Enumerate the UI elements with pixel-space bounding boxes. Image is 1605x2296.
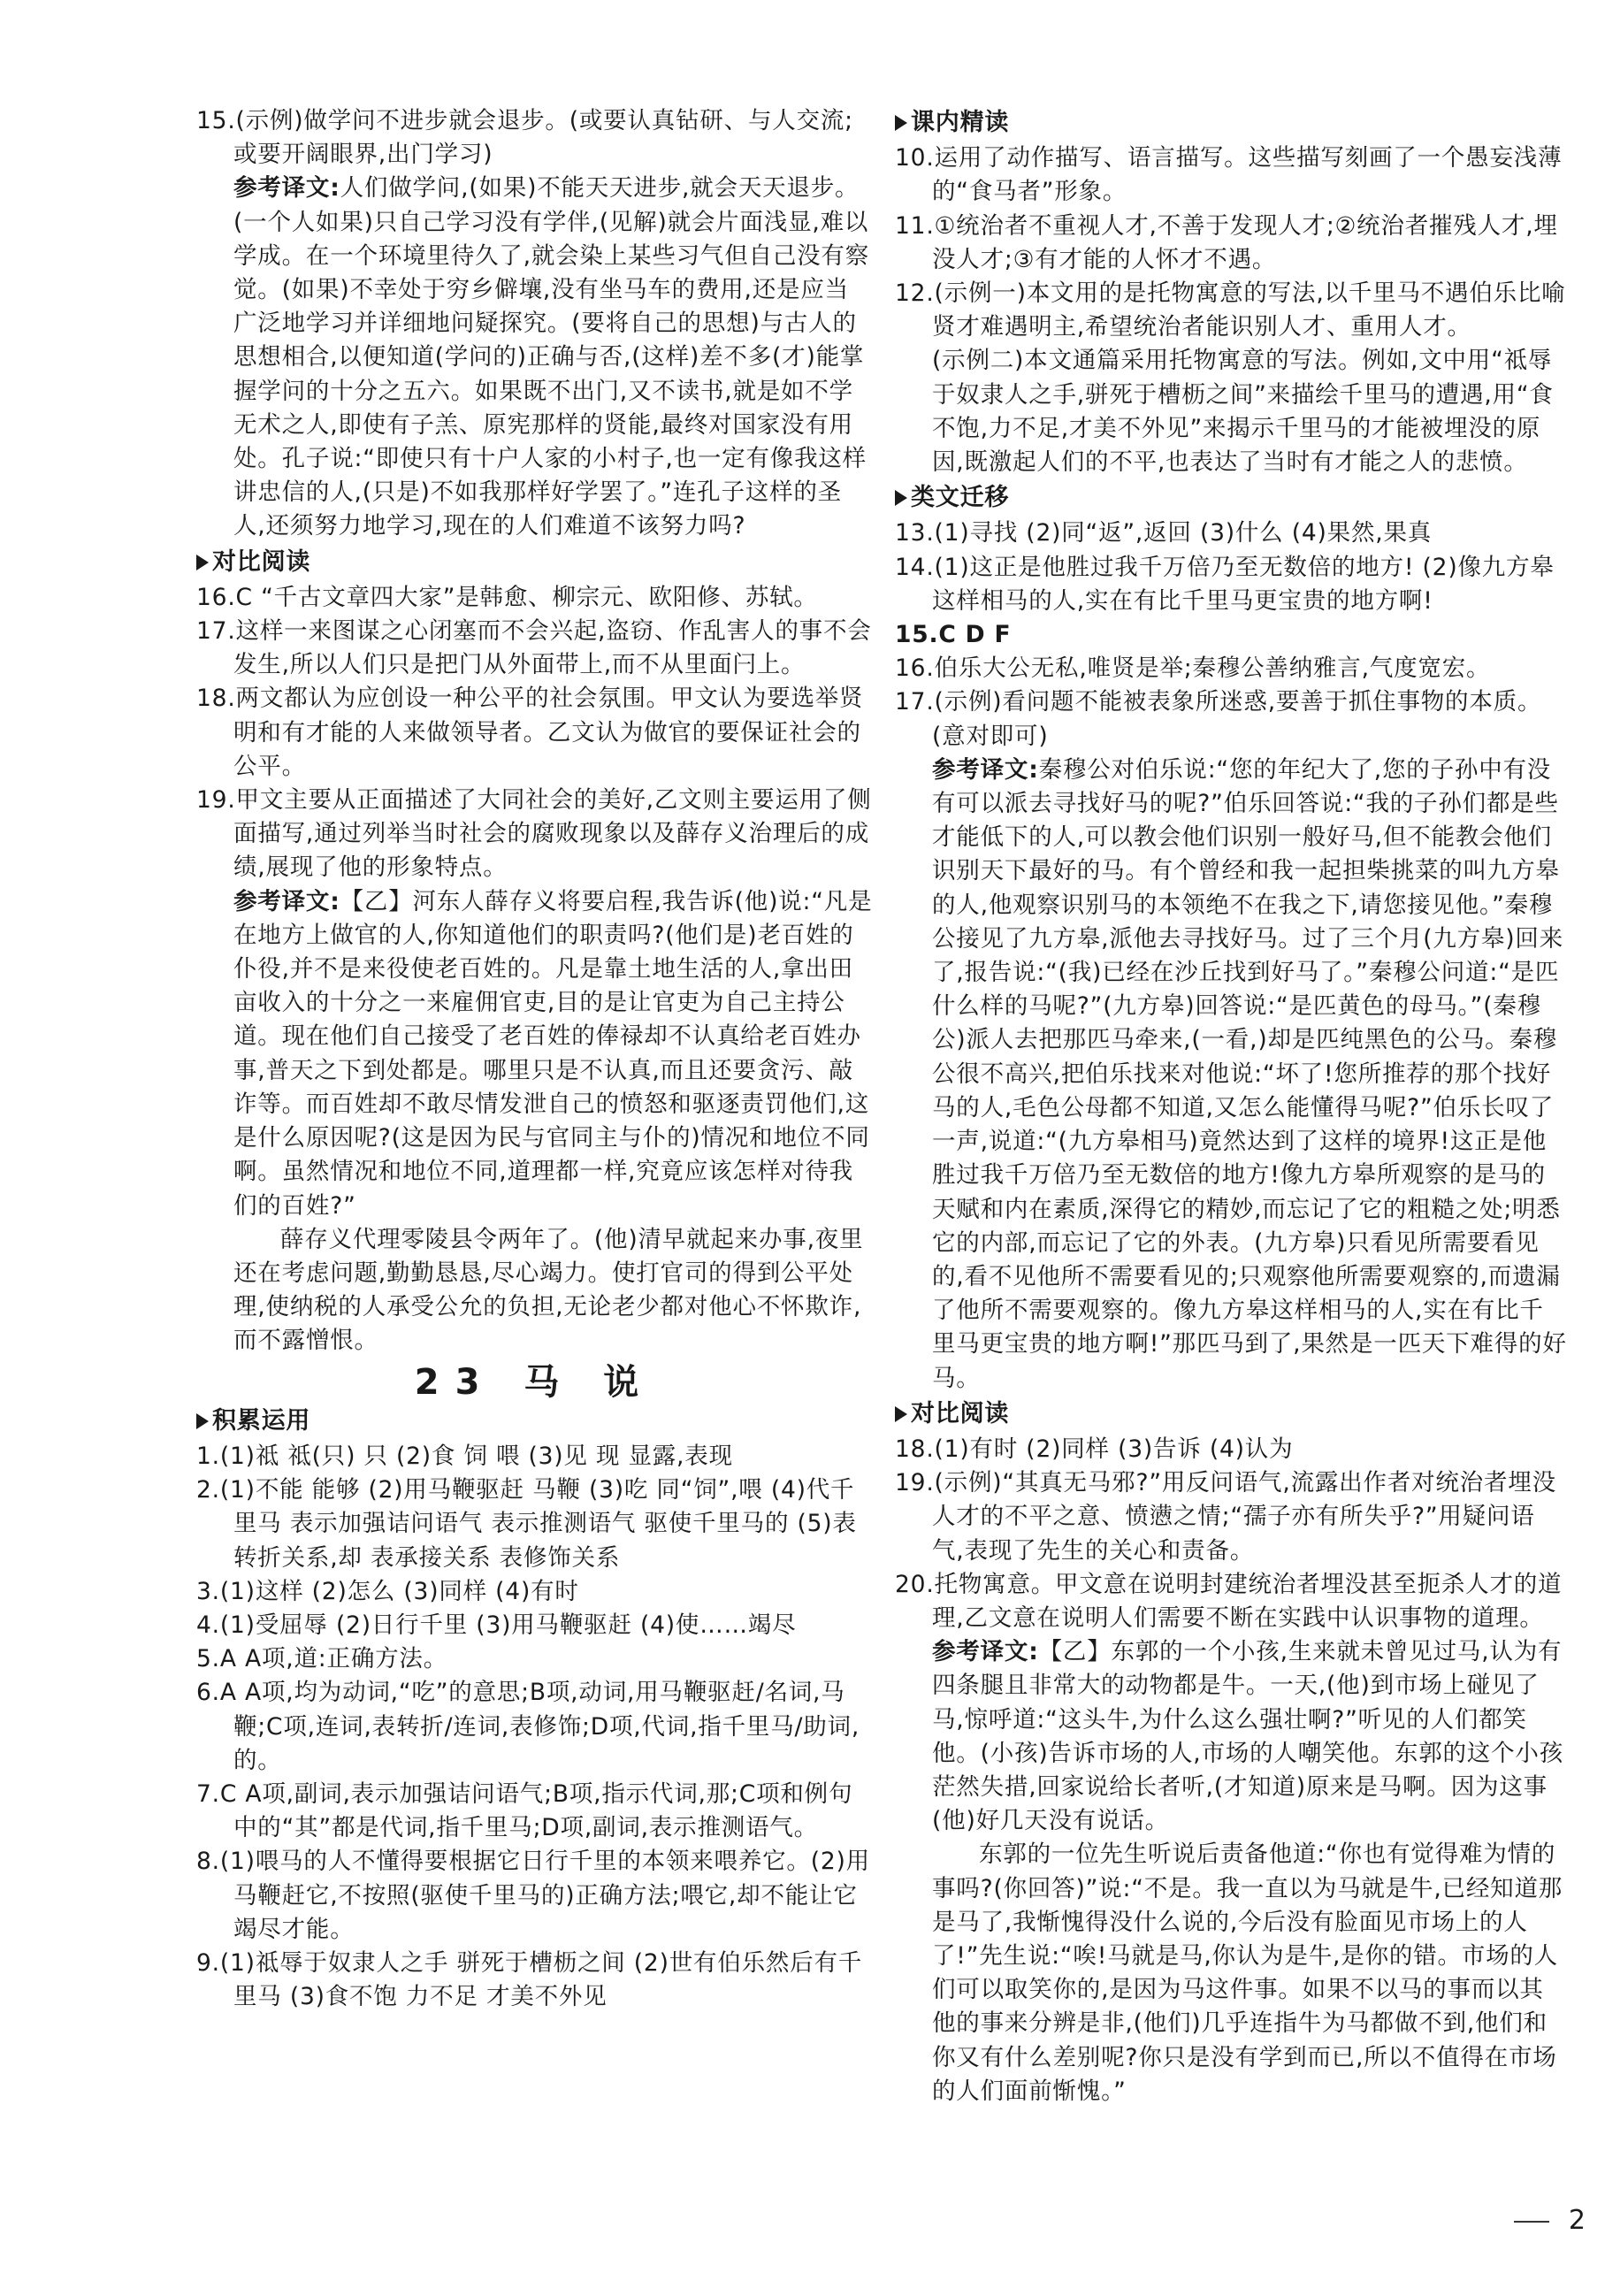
page-number-text: 2 [1568, 2205, 1586, 2236]
translation-label: 参考译文: [233, 174, 340, 203]
section-heading-text: 对比阅读 [911, 1399, 1010, 1427]
translation-label: 参考译文: [932, 755, 1039, 784]
section-heading-text: 积累运用 [212, 1406, 311, 1435]
translation-20-para2: 东郭的一位先生听说后责备他道:“你也有觉得难为情的事吗?(你回答)”说:“不是。我一直以为马就是牛,已经知道那是马了,我惭愧得没什么说的,今后没有脸面见市场上的人了!”先生说:“唉!马就是马,你认为是牛,是你的错。市场的人们可以取笑你的,是因为马这件事。如果不以马的事而以其他的事来分辨是非,(他们)几乎连指牛为马都做不到,他们和你又有什么差别呢?你只是没有学到而已,所以不值得在市场的人们面前惭愧。” [932, 1841, 1563, 2105]
section-heading-kenei [895, 106, 1567, 140]
answer-17: 17.这样一来图谋之心闭塞而不会兴起,盗窃、作乱害人的事不会发生,所以人们只是把门从外面带上,而不从里面闩上。 [196, 617, 872, 679]
section-marker-icon [895, 1406, 907, 1422]
translation-17 [895, 754, 1567, 1396]
left-column [196, 104, 873, 2014]
answer-6: 6.A A项,均为动词,“吃”的意思;B项,动词,用马鞭驱赶/名词,马鞭;C项,连词,表转折/连词,表修饰;D项,代词,指千里马/助词,的。 [196, 1679, 860, 1774]
answer-17: 17.(示例)看问题不能被表象所迷惑,要善于抓住事物的本质。(意对即可) [895, 688, 1542, 750]
page-number [1514, 2205, 1586, 2236]
section-marker-icon [895, 115, 907, 131]
section-heading-leiwen [895, 481, 1567, 515]
answer-5: 5.A A项,道:正确方法。 [196, 1645, 448, 1673]
answer-15: 15.C D F [895, 621, 1012, 649]
section-heading-text: 对比阅读 [212, 547, 311, 576]
answer-16: 16.C “千古文章四大家”是韩愈、柳宗元、欧阳修、苏轼。 [196, 583, 818, 611]
answer-18: 18.(1)有时 (2)同样 (3)告诉 (4)认为 [895, 1435, 1294, 1463]
section-marker-icon [196, 555, 209, 570]
answer-19: 19.甲文主要从正面描述了大同社会的美好,乙文则主要运用了侧面描写,通过列举当时社会的腐败现象以及薛存义治理后的成绩,展现了他的形象特点。 [196, 786, 872, 882]
translation-19-para2: 薛存义代理零陵县令两年了。(他)清早就起来办事,夜里还在考虑问题,勤勤恳恳,尽心竭力。使打官司的得到公平处理,使纳税的人承受公允的负担,无论老少都对他心不怀欺诈,而不露憎恨。 [233, 1225, 864, 1355]
section-heading-text: 课内精读 [911, 109, 1010, 136]
answer-1: 1.(1)祗 祗(只) 只 (2)食 饲 喂 (3)见 现 显露,表现 [196, 1442, 733, 1470]
answer-19: 19.(示例)“其真无马邪?”用反问语气,流露出作者对统治者埋没人才的不平之意、愤懑之情;“孺子亦有所失乎?”用疑问语气,表现了先生的关心和责备。 [895, 1469, 1556, 1565]
lesson-title: 23 马 说 [414, 1361, 655, 1403]
answer-14: 14.(1)这正是他胜过我千万倍乃至无数倍的地方! (2)像九方皋这样相马的人,实在有比千里马更宝贵的地方啊! [895, 553, 1555, 615]
translation-text: 人们做学问,(如果)不能天天进步,就会天天退步。(一个人如果)只自己学习没有学伴,(见解)就会片面浅显,难以学成。在一个环境里待久了,就会染上某些习气但自己没有察觉。(如果)不幸处于穷乡僻壤,没有坐马车的费用,还是应当广泛地学习并详细地问疑探究。(要将自己的思想)与古人的思想相合,以便知道(学问的)正确与否,(这样)差不多(才)能掌握学问的十分之五六。如果既不出门,又不读书,就是如不学无术之人,即使有子羔、原宪那样的贤能,最终对国家没有用处。孔子说:“即使只有十户人家的小村子,也一定有像我这样讲忠信的人,(只是)不如我那样好学罢了。”连孔子这样的圣人,还须努力地学习,现在的人们难道不该努力吗? [233, 174, 870, 540]
answer-8: 8.(1)喂马的人不懂得要根据它日行千里的本领来喂养它。(2)用马鞭赶它,不按照(驱使千里马的)正确方法;喂它,却不能让它竭尽才能。 [196, 1848, 870, 1943]
section-marker-icon [895, 490, 907, 506]
answer-12-example1: 12.(示例一)本文用的是托物寓意的写法,以千里马不遇伯乐比喻贤才难遇明主,希望统治者能识别人才、重用人才。 [895, 279, 1566, 341]
answer-16: 16.伯乐大公无私,唯贤是举;秦穆公善纳雅言,气度宽宏。 [895, 654, 1491, 683]
answer-9: 9.(1)祗辱于奴隶人之手 骈死于槽枥之间 (2)世有伯乐然后有千里马 (3)食不饱 力不足 才美不外见 [196, 1948, 863, 2011]
answer-10: 10.运用了动作描写、语言描写。这些描写刻画了一个愚妄浅薄的“食马者”形象。 [895, 144, 1563, 206]
answer-13: 13.(1)寻找 (2)同“返”,返回 (3)什么 (4)果然,果真 [895, 519, 1433, 547]
right-column [895, 104, 1567, 2108]
translation-label: 参考译文: [233, 887, 340, 915]
translation-text: 【乙】河东人薛存义将要启程,我告诉(他)说:“凡是在地方上做官的人,你知道他们的职责吗?(他们是)老百姓的仆役,并不是来役使老百姓的。凡是靠土地生活的人,拿出田亩收入的十分之一来雇佣官吏,目的是让官吏为自己主持公道。现在他们自己接受了老百姓的俸禄却不认真给老百姓办事,普天之下到处都是。哪里只是不认真,而且还要贪污、敲诈等。而百姓却不敢尽情发泄自己的愤怒和驱逐责罚他们,这是什么原因呢?(这是因为民与官同主与仆的)情况和地位不同啊。虽然情况和地位不同,道理都一样,究竟应该怎样对待我们的百姓?” [233, 887, 873, 1220]
section-heading-jilei [196, 1404, 873, 1438]
answer-11: 11.①统治者不重视人才,不善于发现人才;②统治者摧残人才,埋没人才;③有才能的人怀才不遇。 [895, 211, 1558, 273]
page-number-dash [1514, 2221, 1549, 2223]
translation-text: 秦穆公对伯乐说:“您的年纪大了,您的子孙中有没有可以派去寻找好马的呢?”伯乐回答说:“我的子孙们都是些才能低下的人,可以教会他们识别一般好马,但不能教会他们识别天下最好的马。有个曾经和我一起担柴挑菜的叫九方皋的人,他观察识别马的本领绝不在我之下,请您接见他。”秦穆公接见了九方皋,派他去寻找好马。过了三个月(九方皋)回来了,报告说:“(我)已经在沙丘找到好马了。”秦穆公问道:“是匹什么样的马呢?”(九方皋)回答说:“是匹黄色的母马。”(秦穆公)派人去把那匹马牵来,(一看,)却是匹纯黑色的公马。秦穆公很不高兴,把伯乐找来对他说:“坏了!您所推荐的那个找好马的人,毛色公母都不知道,又怎么能懂得马呢?”伯乐长叹了一声,说道:“(九方皋相马)竟然达到了这样的境界!这正是他胜过我千万倍乃至无数倍的地方!像九方皋所观察的是马的天赋和内在素质,深得它的精妙,而忘记了它的粗糙之处;明悉它的内部,而忘记了它的外表。(九方皋)只看见所需要看见的,看不见他所不需要看见的;只观察他所需要观察的,而遗漏了他所不需要观察的。像九方皋这样相马的人,实在有比千里马更宝贵的地方啊!”那匹马到了,果然是一匹天下难得的好马。 [932, 755, 1567, 1392]
translation-15 [196, 172, 873, 543]
translation-label: 参考译文: [932, 1638, 1039, 1666]
section-heading-text: 类文迁移 [911, 484, 1010, 512]
answer-4: 4.(1)受屈辱 (2)日行千里 (3)用马鞭驱赶 (4)使……竭尽 [196, 1611, 797, 1639]
section-marker-icon [196, 1413, 209, 1429]
answer-7: 7.C A项,副词,表示加强诘问语气;B项,指示代词,那;C项和例句中的“其”都是代词,指千里马;D项,副词,表示推测语气。 [196, 1779, 853, 1842]
translation-19 [196, 885, 873, 1223]
answer-18: 18.两文都认为应创设一种公平的社会氛围。甲文认为要选举贤明和有才能的人来做领导者。乙文认为做官的要保证社会的公平。 [196, 685, 864, 780]
answer-15: 15.(示例)做学问不进步就会退步。(或要认真钻研、与人交流;或要开阔眼界,出门学习) [196, 107, 853, 169]
answer-2: 2.(1)不能 能够 (2)用马鞭驱赶 马鞭 (3)吃 同“饲”,喂 (4)代千里马 表示加强诘问语气 表示推测语气 驱使千里马的 (5)表转折关系,却 表承接关系 表修饰关系 [196, 1476, 857, 1572]
section-heading-duibi [895, 1397, 1567, 1431]
answer-20: 20.托物寓意。甲文意在说明封建统治者埋没甚至扼杀人才的道理,乙文意在说明人们需要不断在实践中认识事物的道理。 [895, 1570, 1563, 1632]
section-heading-duibi [196, 546, 873, 579]
answer-3: 3.(1)这样 (2)怎么 (3)同样 (4)有时 [196, 1577, 579, 1605]
answer-12-example2: (示例二)本文通篇采用托物寓意的写法。例如,文中用“祗辱于奴隶人之手,骈死于槽枥之间”来描绘千里马的遭遇,用“食不饱,力不足,才美不外见”来揭示千里马的才能被埋没的原因,既激起人们的不平,也表达了当时有才能之人的悲愤。 [932, 347, 1554, 477]
translation-20 [895, 1635, 1567, 1838]
translation-text: 【乙】东郭的一个小孩,生来就未曾见过马,认为有四条腿且非常大的动物都是牛。一天,(他)到市场上碰见了马,惊呼道:“这头牛,为什么这么强壮啊?”听见的人们都笑他。(小孩)告诉市场的人,市场的人嘲笑他。东郭的这个小孩茫然失措,回家说给长者听,(才知道)原来是马啊。因为这事(他)好几天没有说话。 [932, 1638, 1564, 1835]
